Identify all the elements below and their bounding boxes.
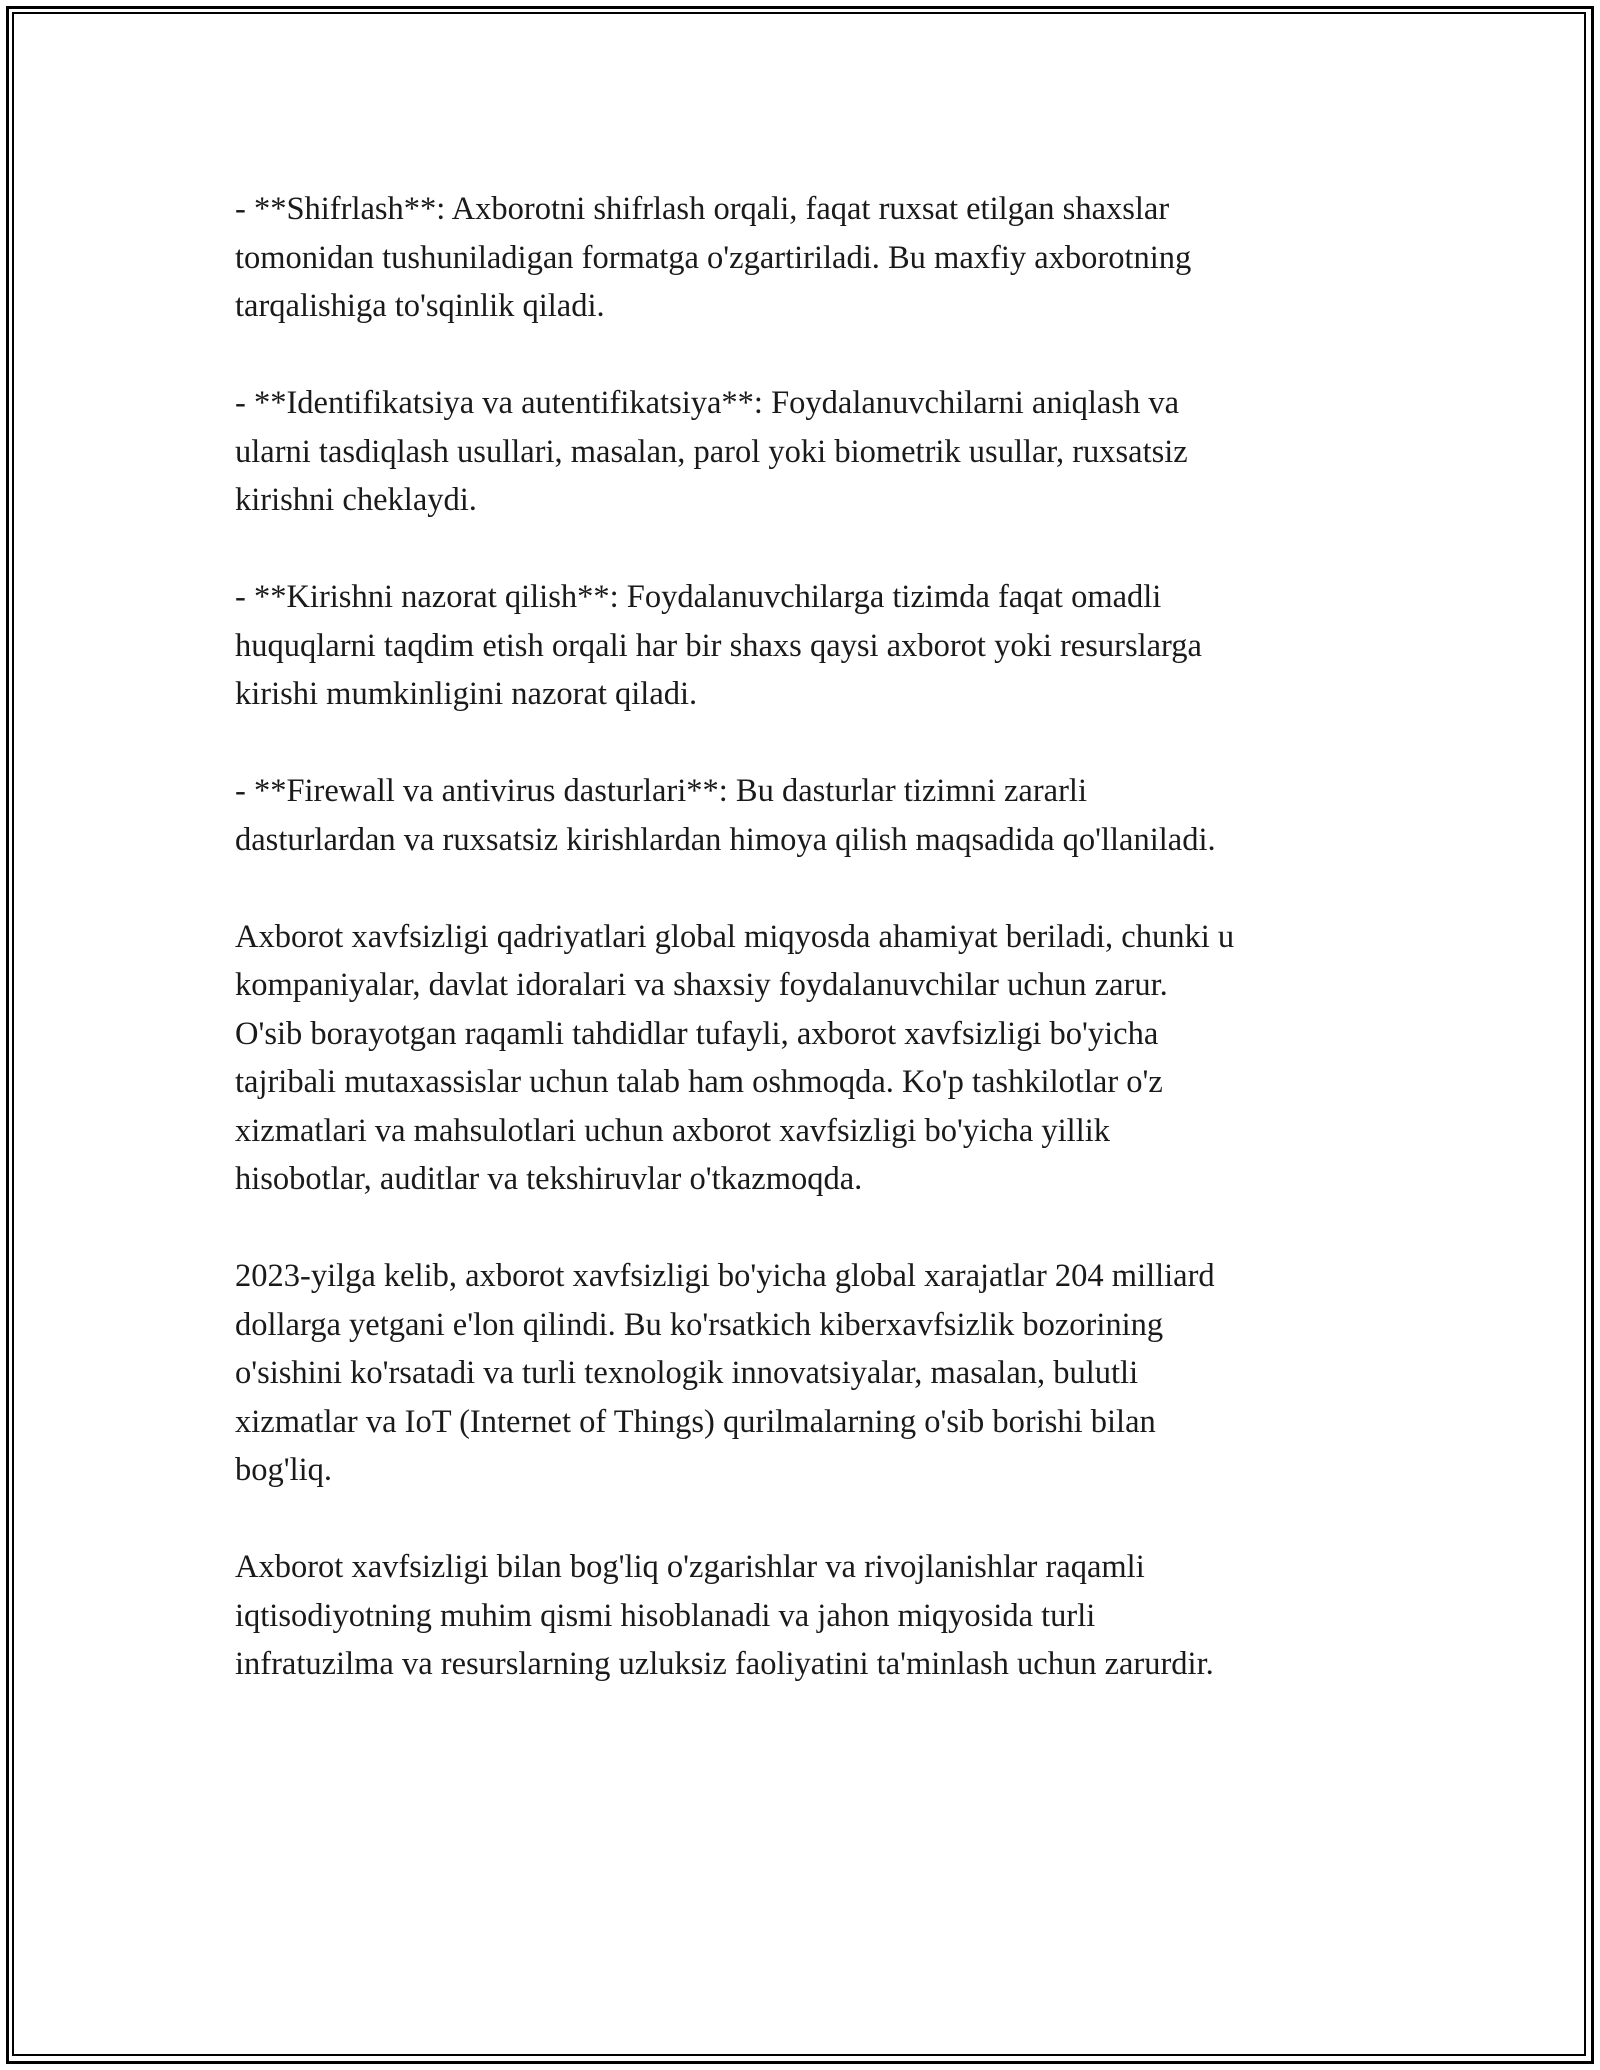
paragraph-2023-spending: 2023-yilga kelib, axborot xavfsizligi bo'yicha global xarajatlar 204 milliard dollarga yetgani e'lon qilindi. Bu ko'rsatkich kiberxavfsizlik bozorining o'sishini ko'rsatadi va turli texnologik innovatsiyalar, masalan, bulutli xizmatlar va IoT (Internet of Things) qurilmalarning o'sib borishi bilan bog'liq. bbox=[235, 1258, 1215, 1488]
bullet-access-control: - **Kirishni nazorat qilish**: Foydalanuvchilarga tizimda faqat omadli huquqlarni taqdim etish orqali har bir shaxs qaysi axborot yoki resurslarga kirishi mumkinligini nazorat qiladi. bbox=[235, 579, 1202, 712]
bullet-encryption: - **Shifrlash**: Axborotni shifrlash orqali, faqat ruxsat etilgan shaxslar tomonidan tushuniladigan formatga o'zgartiriladi. Bu maxfiy axborotning tarqalishiga to'sqinlik qiladi. bbox=[235, 191, 1192, 324]
paragraph-global-value: Axborot xavfsizligi qadriyatlari global miqyosda ahamiyat beriladi, chunki u kompaniyalar, davlat idoralari va shaxsiy foydalanuvchilar uchun zarur. O'sib borayotgan raqamli tahdidlar tufayli, axborot xavfsizligi bo'yicha tajribali mutaxassislar uchun talab ham oshmoqda. Ko'p tashkilotlar o'z xizmatlari va mahsulotlari uchun axborot xavfsizligi bo'yicha yillik hisobotlar, auditlar va tekshiruvlar o'tkazmoqda. bbox=[235, 918, 1235, 1197]
bullet-identification: - **Identifikatsiya va autentifikatsiya**: Foydalanuvchilarni aniqlash va ularni tasdiqlash usullari, masalan, parol yoki biometrik usullar, ruxsatsiz kirishni cheklaydi. bbox=[235, 385, 1188, 518]
paragraph-conclusion: Axborot xavfsizligi bilan bog'liq o'zgarishlar va rivojlanishlar raqamli iqtisodiyotning muhim qismi hisoblanadi va jahon miqyosida turli infratuzilma va resurslarning uzluksiz faoliyatini ta'minlash uchun zarurdir. bbox=[235, 1549, 1214, 1682]
bullet-firewall-antivirus: - **Firewall va antivirus dasturlari**: Bu dasturlar tizimni zararli dasturlardan va ruxsatsiz kirishlardan himoya qilish maqsadida qo'llaniladi. bbox=[235, 773, 1216, 858]
document-body bbox=[235, 185, 1385, 1737]
